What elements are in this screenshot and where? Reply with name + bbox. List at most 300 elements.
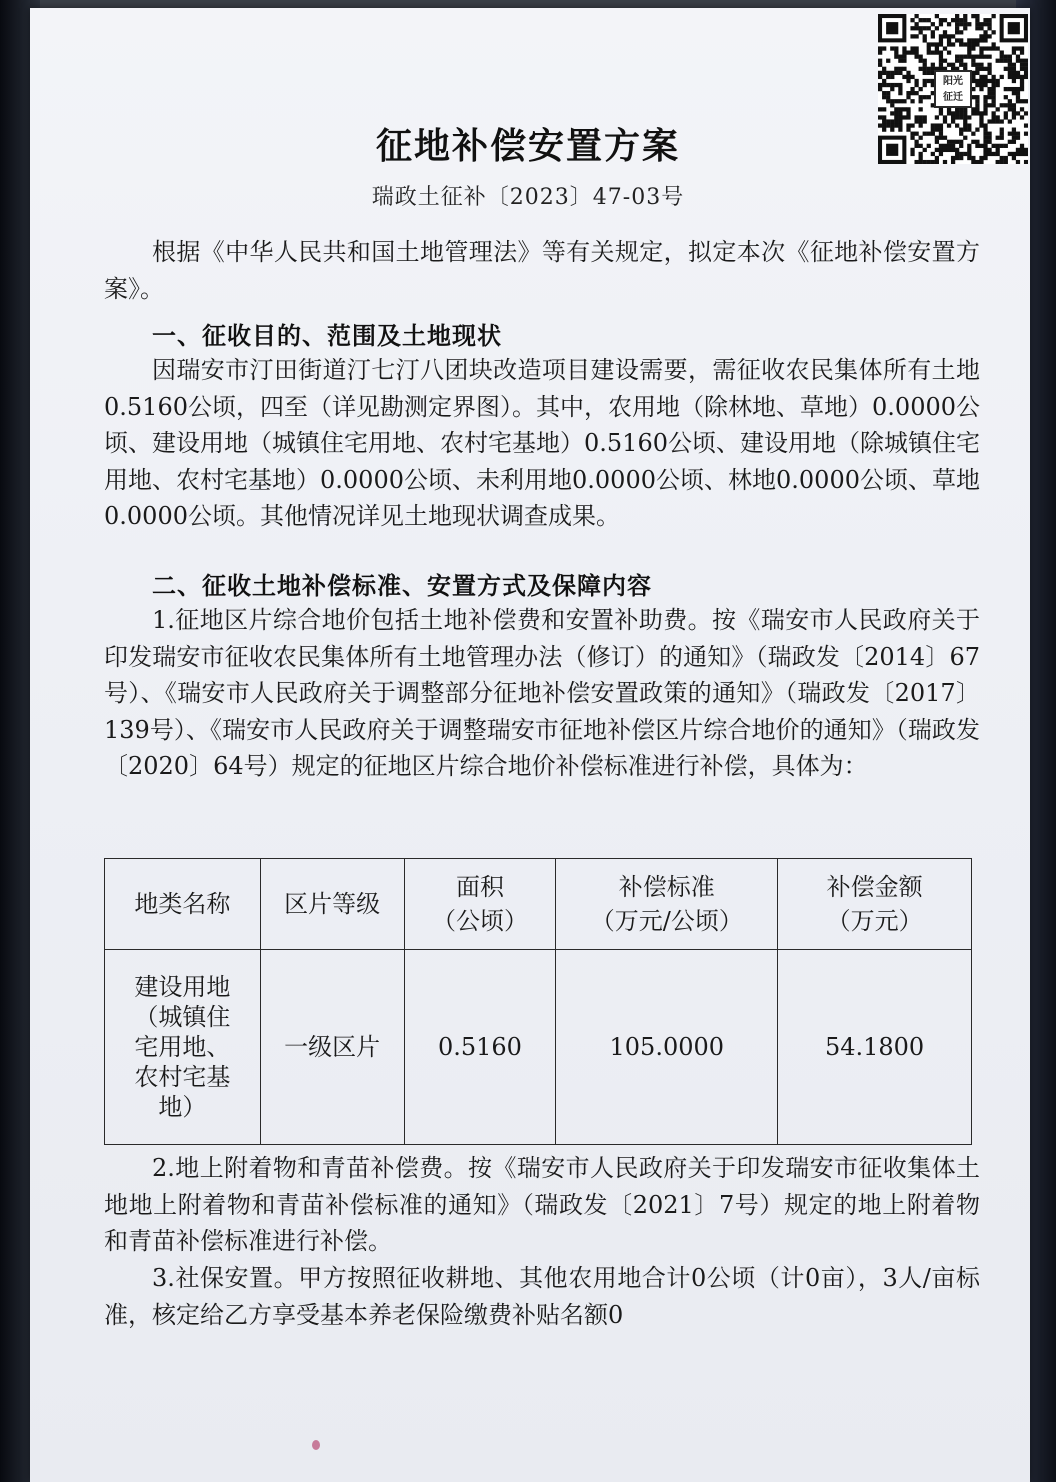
qr-module	[1020, 75, 1024, 79]
qr-module	[939, 63, 943, 67]
qr-module	[939, 55, 943, 59]
qr-module	[910, 99, 914, 103]
qr-module	[1016, 111, 1020, 115]
qr-module	[1012, 75, 1016, 79]
qr-module	[1012, 67, 1016, 71]
table-header-row	[105, 859, 972, 950]
qr-badge-line2: 征迁	[943, 92, 963, 103]
qr-module	[1004, 67, 1008, 71]
qr-module	[975, 67, 979, 71]
qr-module	[927, 42, 931, 46]
qr-module	[898, 83, 902, 87]
qr-module	[939, 50, 943, 54]
qr-module	[1008, 59, 1012, 63]
qr-module	[882, 83, 886, 87]
qr-module	[979, 55, 983, 59]
qr-module	[959, 22, 963, 26]
qr-module	[975, 111, 979, 115]
qr-module	[1024, 67, 1028, 71]
qr-module	[939, 38, 943, 42]
qr-module	[971, 59, 975, 63]
qr-module	[923, 95, 927, 99]
qr-module	[894, 46, 898, 50]
qr-module	[1000, 50, 1004, 54]
qr-module	[906, 91, 910, 95]
qr-module	[878, 50, 882, 54]
section2-heading: 二、征收土地补偿标准、安置方式及保障内容	[152, 572, 652, 600]
qr-module	[902, 55, 906, 59]
qr-module	[1012, 63, 1016, 67]
qr-module	[963, 14, 967, 18]
qr-module	[955, 22, 959, 26]
qr-module	[1016, 91, 1020, 95]
qr-module	[919, 26, 923, 30]
compensation-table	[104, 858, 972, 1145]
qr-module	[1020, 63, 1024, 67]
item2-paragraph: 2.地上附着物和青苗补偿费。按《瑞安市人民政府关于印发瑞安市征收集体土地地上附着物和青苗补偿标准的通知》（瑞政发〔2021〕7号）规定的地上附着物和青苗补偿标准进行补偿。	[104, 1154, 980, 1255]
qr-module	[983, 75, 987, 79]
qr-module	[955, 59, 959, 63]
qr-module	[987, 103, 991, 107]
qr-module	[1020, 67, 1024, 71]
qr-module	[931, 30, 935, 34]
qr-module	[1008, 63, 1012, 67]
qr-module	[882, 107, 886, 111]
qr-module	[894, 67, 898, 71]
qr-module	[1004, 95, 1008, 99]
qr-module	[935, 14, 939, 18]
qr-module	[1012, 91, 1016, 95]
section1-heading: 一、征收目的、范围及土地现状	[152, 322, 502, 350]
qr-module	[983, 111, 987, 115]
qr-module	[1016, 75, 1020, 79]
qr-module	[979, 34, 983, 38]
qr-module	[919, 55, 923, 59]
qr-module	[923, 63, 927, 67]
qr-module	[963, 42, 967, 46]
qr-module	[996, 59, 1000, 63]
qr-module	[939, 59, 943, 63]
qr-module	[1008, 107, 1012, 111]
qr-module	[971, 111, 975, 115]
qr-module	[878, 107, 882, 111]
qr-module	[951, 18, 955, 22]
qr-module	[919, 59, 923, 63]
qr-module	[894, 83, 898, 87]
qr-module	[963, 55, 967, 59]
qr-module	[931, 63, 935, 67]
qr-module	[951, 34, 955, 38]
qr-module	[943, 30, 947, 34]
qr-module	[959, 38, 963, 42]
qr-module	[923, 18, 927, 22]
qr-module	[1008, 71, 1012, 75]
qr-module	[992, 95, 996, 99]
qr-module	[902, 99, 906, 103]
qr-module	[878, 59, 882, 63]
qr-module	[947, 34, 951, 38]
qr-module	[987, 46, 991, 50]
qr-module	[983, 83, 987, 87]
qr-module	[1016, 59, 1020, 63]
qr-module	[992, 75, 996, 79]
qr-module	[1008, 67, 1012, 71]
qr-module	[992, 103, 996, 107]
qr-module	[987, 18, 991, 22]
qr-module	[992, 99, 996, 103]
qr-module	[1012, 103, 1016, 107]
qr-module	[1016, 95, 1020, 99]
qr-module	[906, 95, 910, 99]
qr-module	[890, 71, 894, 75]
item3-paragraph: 3.社保安置。甲方按照征收耕地、其他农用地合计0公顷（计0亩），3人/亩标准，核定给乙方享受基本养老保险缴费补贴名额0	[104, 1264, 980, 1329]
qr-module	[898, 111, 902, 115]
qr-module	[987, 95, 991, 99]
qr-module	[886, 99, 890, 103]
qr-module	[979, 67, 983, 71]
qr-module	[878, 75, 882, 79]
qr-module	[979, 83, 983, 87]
qr-module	[963, 18, 967, 22]
document-number: 瑞政土征补〔2023〕47-03号	[371, 185, 685, 210]
qr-module	[987, 63, 991, 67]
qr-module	[971, 14, 975, 18]
qr-module	[919, 87, 923, 91]
qr-module	[878, 63, 882, 67]
qr-module	[959, 42, 963, 46]
header-land-type: 地类名称	[105, 859, 261, 950]
qr-finder-pattern	[1008, 22, 1020, 34]
qr-module	[919, 67, 923, 71]
qr-module	[983, 34, 987, 38]
qr-module	[923, 79, 927, 83]
qr-module	[910, 87, 914, 91]
qr-module	[914, 34, 918, 38]
qr-module	[1024, 75, 1028, 79]
qr-module	[890, 111, 894, 115]
qr-module	[910, 26, 914, 30]
qr-module	[983, 107, 987, 111]
qr-module	[927, 18, 931, 22]
qr-module	[878, 83, 882, 87]
qr-module	[983, 79, 987, 83]
qr-module	[1004, 55, 1008, 59]
qr-module	[1000, 55, 1004, 59]
qr-module	[919, 18, 923, 22]
qr-module	[975, 99, 979, 103]
qr-module	[975, 63, 979, 67]
qr-module	[910, 91, 914, 95]
qr-module	[935, 26, 939, 30]
qr-module	[890, 103, 894, 107]
qr-module	[898, 87, 902, 91]
qr-module	[923, 67, 927, 71]
qr-module	[919, 107, 923, 111]
qr-module	[947, 42, 951, 46]
qr-module	[939, 42, 943, 46]
qr-module	[943, 46, 947, 50]
qr-module	[1008, 99, 1012, 103]
qr-module	[898, 59, 902, 63]
qr-module	[1016, 99, 1020, 103]
qr-module	[967, 22, 971, 26]
qr-module	[910, 18, 914, 22]
qr-module	[886, 95, 890, 99]
qr-module	[910, 50, 914, 54]
qr-module	[1020, 79, 1024, 83]
qr-module	[1012, 79, 1016, 83]
qr-module	[935, 42, 939, 46]
qr-module	[1020, 46, 1024, 50]
qr-module	[914, 50, 918, 54]
qr-module	[906, 79, 910, 83]
section1-paragraph: 因瑞安市汀田街道汀七汀八团块改造项目建设需要，需征收农民集体所有土地0.5160公顷，四至（详见勘测定界图）。其中，农用地（除林地、草地）0.0000公顷、建设用地（城镇住宅用地、农村宅基地）0.5160公顷、建设用地（除城镇住宅用地、农村宅基地）0.0000公顷、未利用地0.0000公顷、林地0.0000公顷、草地0.0000公顷。其他情况详见土地现状调查成果。	[104, 356, 980, 530]
qr-module	[894, 111, 898, 115]
cell-standard: 105.0000	[556, 950, 778, 1145]
qr-module	[923, 59, 927, 63]
qr-module	[906, 107, 910, 111]
qr-module	[996, 79, 1000, 83]
qr-module	[914, 14, 918, 18]
qr-module	[931, 22, 935, 26]
qr-module	[951, 111, 955, 115]
qr-module	[1024, 111, 1028, 115]
qr-module	[906, 71, 910, 75]
qr-module	[963, 63, 967, 67]
qr-module	[983, 67, 987, 71]
qr-module	[902, 46, 906, 50]
qr-module	[923, 26, 927, 30]
qr-module	[963, 111, 967, 115]
qr-module	[992, 46, 996, 50]
qr-module	[1020, 50, 1024, 54]
qr-module	[975, 14, 979, 18]
qr-module	[975, 22, 979, 26]
qr-module	[914, 26, 918, 30]
qr-module	[1016, 55, 1020, 59]
qr-module	[882, 67, 886, 71]
qr-module	[931, 42, 935, 46]
qr-module	[951, 63, 955, 67]
qr-module	[1004, 103, 1008, 107]
qr-module	[894, 55, 898, 59]
qr-module	[886, 71, 890, 75]
qr-module	[967, 42, 971, 46]
qr-module	[898, 91, 902, 95]
qr-module	[987, 55, 991, 59]
qr-module	[963, 22, 967, 26]
qr-module	[894, 107, 898, 111]
qr-module	[1000, 75, 1004, 79]
qr-module	[979, 22, 983, 26]
cell-grade: 一级区片	[260, 950, 404, 1145]
ink-mark	[312, 1440, 320, 1450]
qr-module	[967, 50, 971, 54]
qr-module	[992, 42, 996, 46]
qr-module	[975, 18, 979, 22]
qr-module	[882, 91, 886, 95]
qr-module	[914, 22, 918, 26]
qr-badge	[934, 70, 972, 108]
qr-module	[992, 87, 996, 91]
qr-module	[910, 46, 914, 50]
qr-module	[979, 75, 983, 79]
qr-module	[983, 22, 987, 26]
qr-module	[979, 87, 983, 91]
qr-module	[1012, 71, 1016, 75]
qr-module	[886, 91, 890, 95]
cell-land-type: 建设用地 （城镇住 宅用地、 农村宅基 地）	[105, 950, 261, 1145]
qr-module	[1008, 103, 1012, 107]
qr-module	[894, 71, 898, 75]
qr-module	[919, 99, 923, 103]
qr-module	[983, 55, 987, 59]
qr-module	[983, 95, 987, 99]
qr-module	[947, 38, 951, 42]
qr-module	[882, 71, 886, 75]
qr-module	[1004, 59, 1008, 63]
qr-module	[975, 38, 979, 42]
qr-module	[902, 67, 906, 71]
qr-module	[975, 71, 979, 75]
qr-module	[975, 103, 979, 107]
qr-module	[923, 71, 927, 75]
qr-module	[971, 38, 975, 42]
qr-module	[1008, 55, 1012, 59]
qr-module	[959, 111, 963, 115]
qr-module	[931, 50, 935, 54]
qr-module	[1000, 103, 1004, 107]
qr-module	[923, 38, 927, 42]
qr-module	[996, 107, 1000, 111]
qr-finder-pattern	[886, 22, 898, 34]
qr-module	[882, 79, 886, 83]
qr-badge-line1: 阳光	[943, 76, 963, 87]
qr-module	[1020, 107, 1024, 111]
qr-module	[906, 111, 910, 115]
qr-module	[878, 87, 882, 91]
qr-module	[992, 79, 996, 83]
qr-module	[914, 83, 918, 87]
qr-module	[914, 91, 918, 95]
qr-module	[890, 46, 894, 50]
qr-module	[959, 55, 963, 59]
qr-module	[935, 50, 939, 54]
qr-module	[910, 75, 914, 79]
qr-module	[992, 91, 996, 95]
qr-module	[983, 18, 987, 22]
qr-module	[987, 71, 991, 75]
qr-module	[878, 46, 882, 50]
qr-module	[971, 63, 975, 67]
qr-module	[947, 111, 951, 115]
qr-module	[1016, 87, 1020, 91]
qr-module	[927, 79, 931, 83]
qr-module	[983, 99, 987, 103]
qr-module	[959, 18, 963, 22]
qr-module	[943, 18, 947, 22]
document-title: 征地补偿安置方案	[375, 126, 680, 167]
qr-module	[914, 46, 918, 50]
qr-module	[1024, 99, 1028, 103]
qr-module	[1020, 83, 1024, 87]
qr-module	[890, 87, 894, 91]
qr-module	[996, 46, 1000, 50]
qr-module	[898, 67, 902, 71]
qr-module	[987, 67, 991, 71]
qr-module	[902, 50, 906, 54]
qr-module	[890, 99, 894, 103]
qr-module	[939, 111, 943, 115]
qr-module	[992, 111, 996, 115]
qr-module	[939, 22, 943, 26]
cell-amount: 54.1800	[778, 950, 972, 1145]
qr-module	[927, 67, 931, 71]
qr-module	[975, 95, 979, 99]
qr-module	[1024, 59, 1028, 63]
qr-module	[955, 26, 959, 30]
qr-module	[975, 107, 979, 111]
qr-module	[927, 46, 931, 50]
qr-module	[1020, 87, 1024, 91]
qr-module	[886, 83, 890, 87]
qr-module	[947, 63, 951, 67]
qr-module	[951, 42, 955, 46]
qr-module	[882, 46, 886, 50]
qr-module	[947, 50, 951, 54]
qr-module	[959, 30, 963, 34]
qr-module	[882, 95, 886, 99]
qr-module	[975, 55, 979, 59]
qr-module	[975, 79, 979, 83]
qr-module	[983, 30, 987, 34]
qr-module	[1020, 99, 1024, 103]
qr-module	[959, 59, 963, 63]
qr-module	[890, 83, 894, 87]
qr-module	[983, 103, 987, 107]
qr-module	[1012, 87, 1016, 91]
qr-module	[1012, 111, 1016, 115]
qr-module	[983, 46, 987, 50]
qr-module	[1008, 75, 1012, 79]
qr-module	[935, 46, 939, 50]
qr-module	[987, 79, 991, 83]
header-standard: 补偿标准 （万元/公顷）	[556, 859, 778, 950]
qr-module	[898, 55, 902, 59]
qr-module	[931, 34, 935, 38]
qr-module	[923, 83, 927, 87]
qr-module	[919, 95, 923, 99]
qr-module	[927, 50, 931, 54]
qr-module	[955, 30, 959, 34]
qr-module	[923, 34, 927, 38]
qr-module	[987, 26, 991, 30]
qr-module	[886, 59, 890, 63]
qr-module	[919, 30, 923, 34]
qr-module	[1024, 71, 1028, 75]
qr-module	[906, 50, 910, 54]
qr-module	[902, 75, 906, 79]
qr-module	[939, 34, 943, 38]
qr-module	[1020, 59, 1024, 63]
qr-module	[927, 71, 931, 75]
qr-module	[910, 34, 914, 38]
qr-module	[955, 111, 959, 115]
qr-module	[979, 50, 983, 54]
qr-module	[927, 26, 931, 30]
cell-area: 0.5160	[404, 950, 556, 1145]
qr-module	[987, 87, 991, 91]
